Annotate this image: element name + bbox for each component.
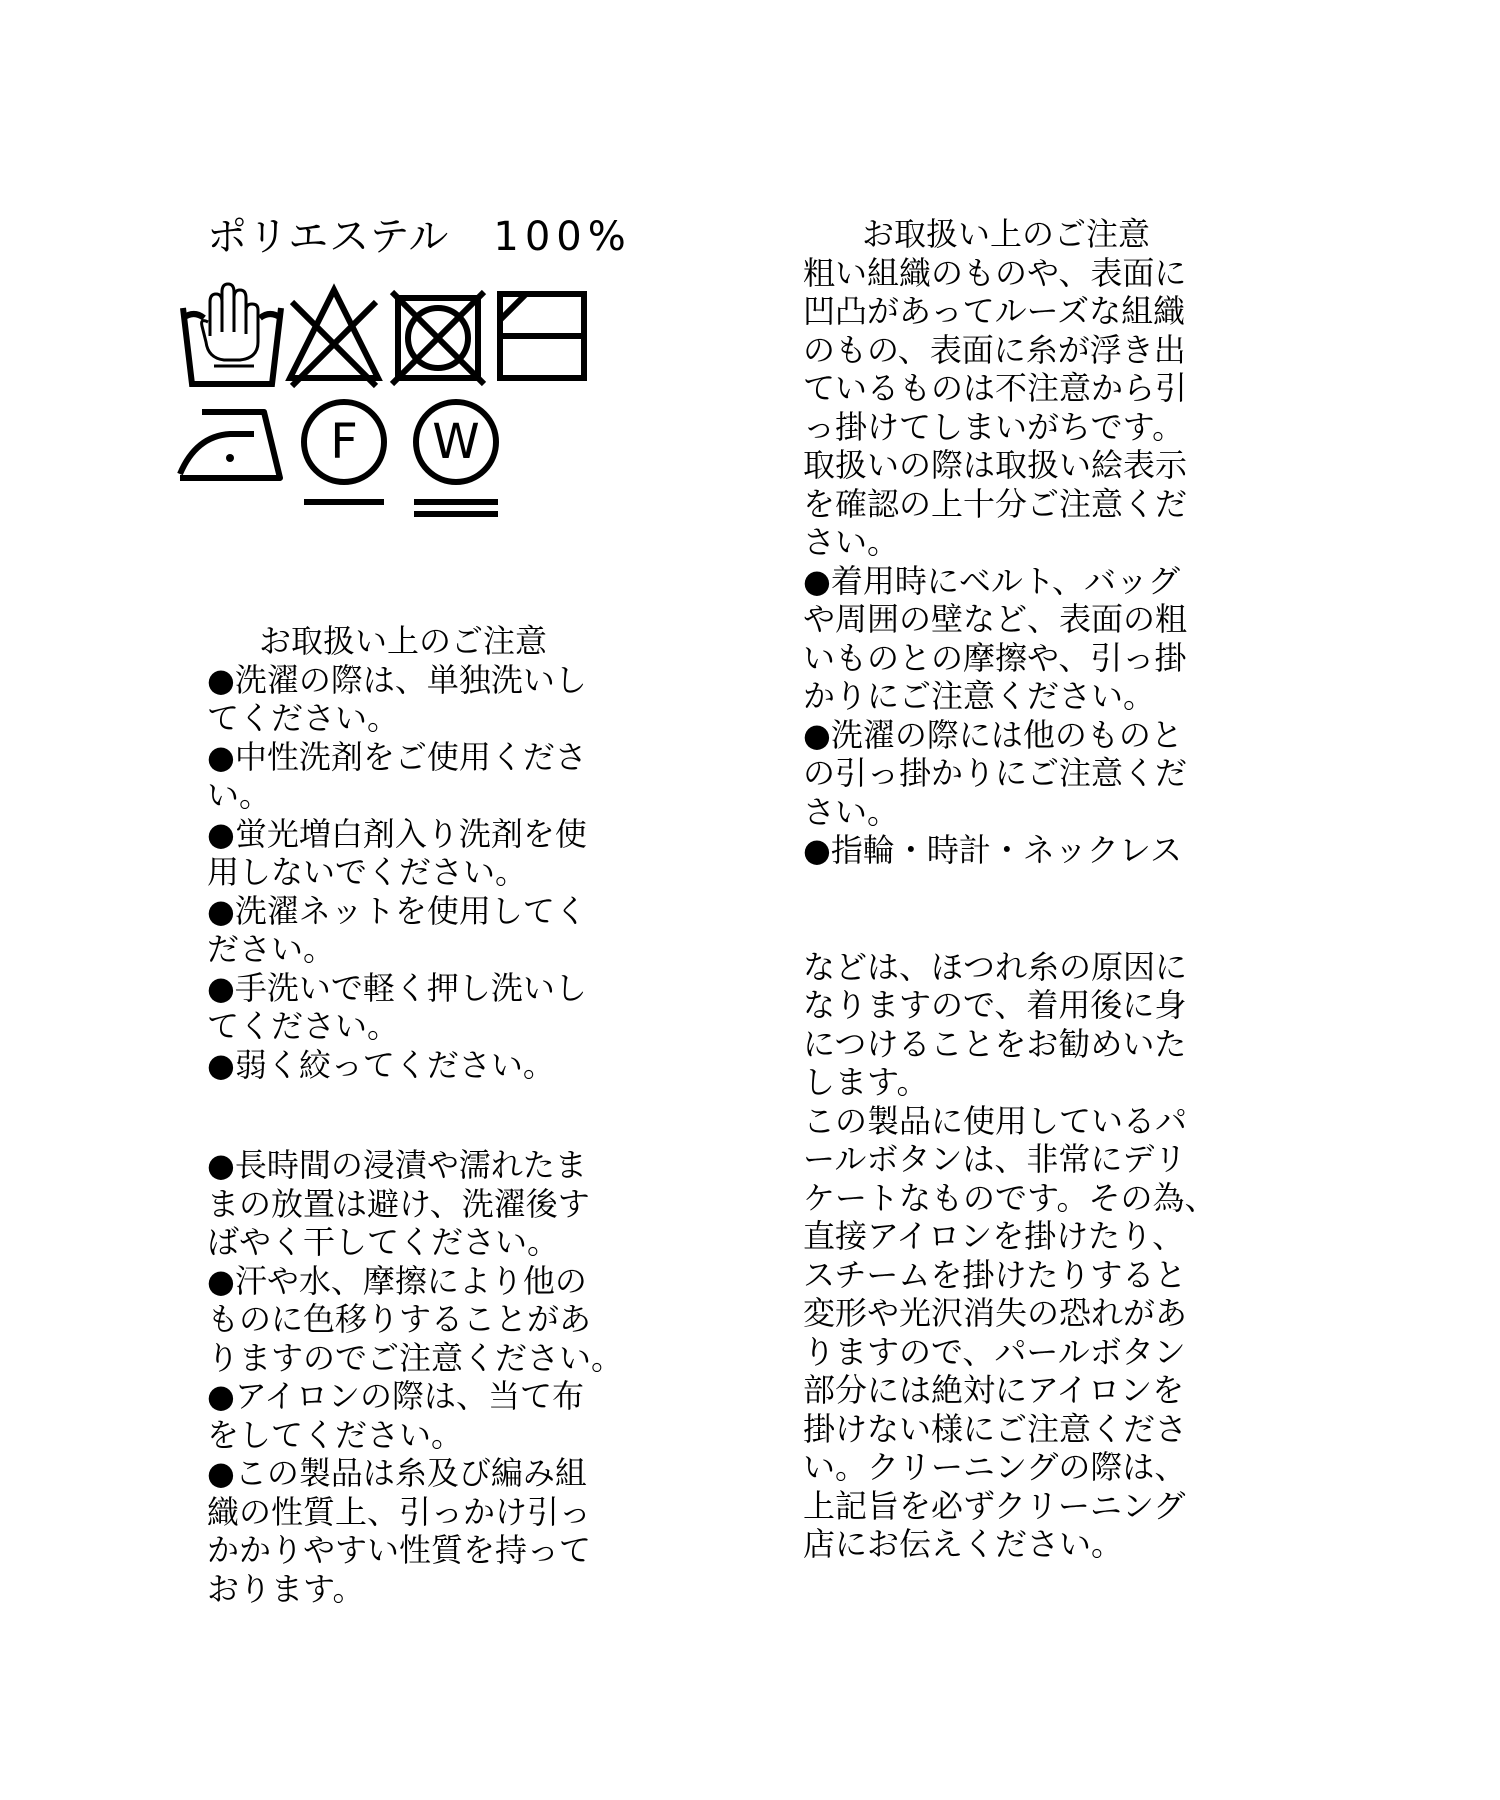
dry-clean-f-icon xyxy=(298,398,390,508)
care-note-line: ているものは不注意から引 xyxy=(803,369,1188,407)
care-notes-heading: お取扱い上のご注意 xyxy=(862,215,1151,253)
wet-clean-w-icon xyxy=(408,398,504,520)
care-note-line: ●アイロンの際は、当て布 xyxy=(207,1377,585,1415)
care-note-line: ケートなものです。その為、 xyxy=(803,1178,1217,1217)
care-note-line: ●着用時にベルト、バッグ xyxy=(803,561,1181,600)
care-note-line: ●弱く絞ってください。 xyxy=(207,1045,555,1084)
care-note-line: かりにご注意ください。 xyxy=(803,677,1156,715)
fiber-composition xyxy=(207,205,632,262)
care-note-line: の引っ掛かりにご注意くだ xyxy=(803,754,1188,792)
svg-text:F: F xyxy=(330,414,358,470)
care-note-line: なりますので、着用後に身 xyxy=(803,986,1187,1024)
flat-dry-icon xyxy=(496,290,588,382)
care-note-line: 部分には絶対にアイロンを xyxy=(803,1371,1185,1409)
paragraph-gap xyxy=(803,870,1243,948)
low-iron-icon xyxy=(176,408,288,488)
care-note-line: ●洗濯の際には他のものと xyxy=(803,715,1183,754)
care-note-line: 粗い組織のものや、表面に xyxy=(803,253,1187,292)
care-note-line: のもの、表面に糸が浮き出 xyxy=(803,330,1186,369)
care-note-line: スチームを掛けたりすると xyxy=(803,1255,1187,1294)
material-name: ポリエステル xyxy=(207,214,450,260)
care-note-line: い。 xyxy=(207,776,272,814)
care-note-line: 取扱いの際は取扱い絵表示 xyxy=(803,446,1188,484)
care-note-line: ●汗や水、摩擦により他の xyxy=(207,1261,587,1300)
care-note-line: かかりやすい性質を持って xyxy=(207,1531,592,1569)
care-note-line: をしてください。 xyxy=(207,1415,464,1454)
svg-text:W: W xyxy=(432,414,480,470)
care-note-line: 直接アイロンを掛けたり、 xyxy=(803,1217,1185,1255)
care-note-line: ●手洗いで軽く押し洗いし xyxy=(207,968,587,1007)
hand-wash-icon xyxy=(180,280,284,392)
care-note-line: 掛けない様にご注意くださ xyxy=(803,1409,1188,1448)
care-note-line: ●洗濯ネットを使用してく xyxy=(207,891,587,930)
care-note-line: この製品に使用しているパ xyxy=(803,1101,1188,1140)
care-note-line: ●蛍光増白剤入り洗剤を使 xyxy=(207,814,587,853)
care-note-line: ださい。 xyxy=(207,930,336,968)
care-note-line: します。 xyxy=(803,1063,929,1101)
care-note-line: 店にお伝えください。 xyxy=(803,1525,1124,1563)
care-note-line: さい。 xyxy=(803,792,900,831)
care-note-line: 用しないでください。 xyxy=(207,853,528,891)
care-symbols xyxy=(180,280,660,520)
care-note-line: ●指輪・時計・ネックレス xyxy=(803,831,1182,869)
care-note-line: ●中性洗剤をご使用くださ xyxy=(207,737,587,776)
paragraph-gap xyxy=(207,1084,647,1146)
care-note-line: ものに色移りすることがあ xyxy=(207,1300,592,1338)
care-note-line: いものとの摩擦や、引っ掛 xyxy=(803,638,1187,677)
no-tumble-dry-icon xyxy=(390,290,486,386)
care-note-line: 上記旨を必ずクリーニング xyxy=(803,1486,1186,1525)
care-note-line: てください。 xyxy=(207,699,400,737)
care-note-line: や周囲の壁など、表面の粗 xyxy=(803,600,1188,638)
care-note-line: 変形や光沢消失の恐れがあ xyxy=(803,1294,1188,1332)
care-note-line: りますのでご注意ください。 xyxy=(207,1338,624,1377)
care-note-line: まの放置は避け、洗濯後す xyxy=(207,1184,590,1223)
care-note-line: 凹凸があってルーズな組織 xyxy=(803,292,1186,330)
care-note-line: ばやく干してください。 xyxy=(207,1223,560,1261)
care-note-line: ●洗濯の際は、単独洗いし xyxy=(207,660,587,699)
care-note-line: てください。 xyxy=(207,1007,400,1045)
care-note-line: りますので、パールボタン xyxy=(803,1332,1186,1371)
care-note-line: 織の性質上、引っかけ引っ xyxy=(207,1492,592,1531)
care-note-line: ●長時間の浸漬や濡れたま xyxy=(207,1146,587,1184)
care-note-line: などは、ほつれ糸の原因に xyxy=(803,947,1188,986)
care-notes-right xyxy=(803,215,1243,1564)
material-percent: 100% xyxy=(493,214,632,260)
care-note-line: い。クリーニングの際は、 xyxy=(803,1448,1187,1486)
care-note-line: おります。 xyxy=(207,1569,365,1608)
care-note-line: を確認の上十分ご注意くだ xyxy=(803,484,1188,523)
care-notes-heading: お取扱い上のご注意 xyxy=(259,622,548,660)
care-note-line: につけることをお勧めいた xyxy=(803,1024,1187,1063)
care-note-line: ールボタンは、非常にデリ xyxy=(803,1140,1187,1178)
care-note-line: っ掛けてしまいがちです。 xyxy=(803,407,1185,446)
care-note-line: さい。 xyxy=(803,523,900,561)
care-note-line: ●この製品は糸及び編み組 xyxy=(207,1454,587,1492)
care-notes-left xyxy=(207,622,647,1608)
no-bleach-icon xyxy=(284,282,384,390)
